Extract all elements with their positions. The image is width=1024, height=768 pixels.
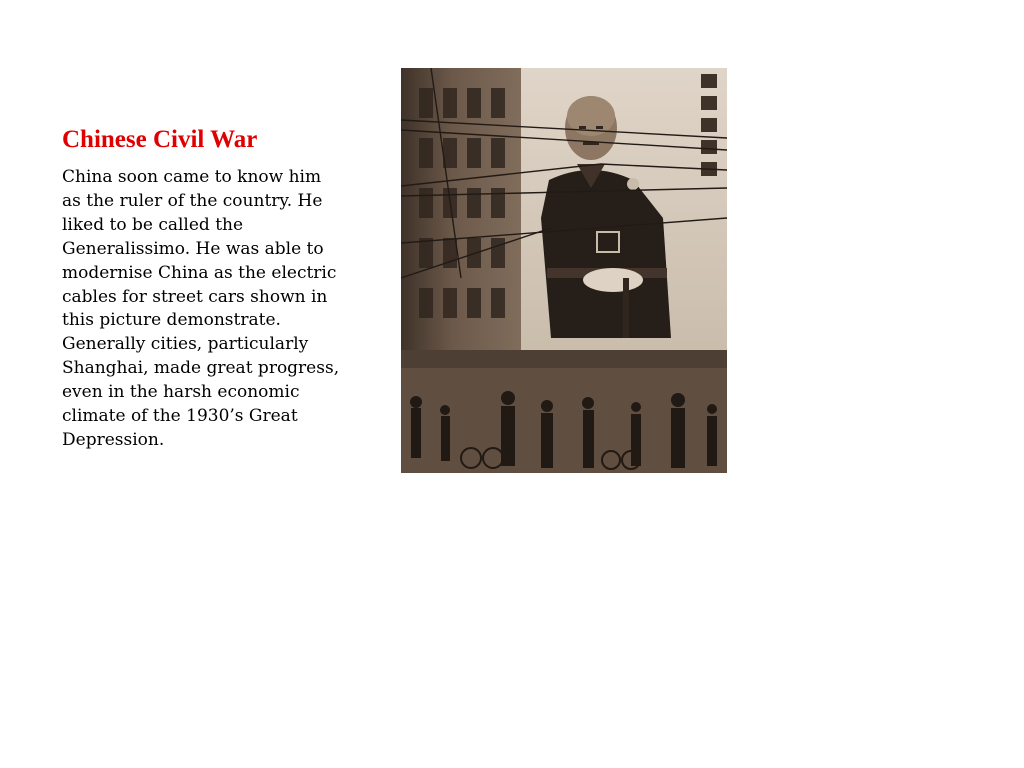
- photo-illustration: [401, 68, 727, 473]
- slide-title: Chinese Civil War: [62, 126, 258, 153]
- historical-photo: [401, 68, 727, 473]
- slide-body-text: China soon came to know him as the ruler of the country. He liked to be called the Generalissimo. He was able to modernise China as the electric cables for street cars shown in this picture demonstrate. Generally cities, particularly Shanghai, made great progress, even in the harsh economic climate of the 1930’s Great Depression.: [62, 167, 340, 450]
